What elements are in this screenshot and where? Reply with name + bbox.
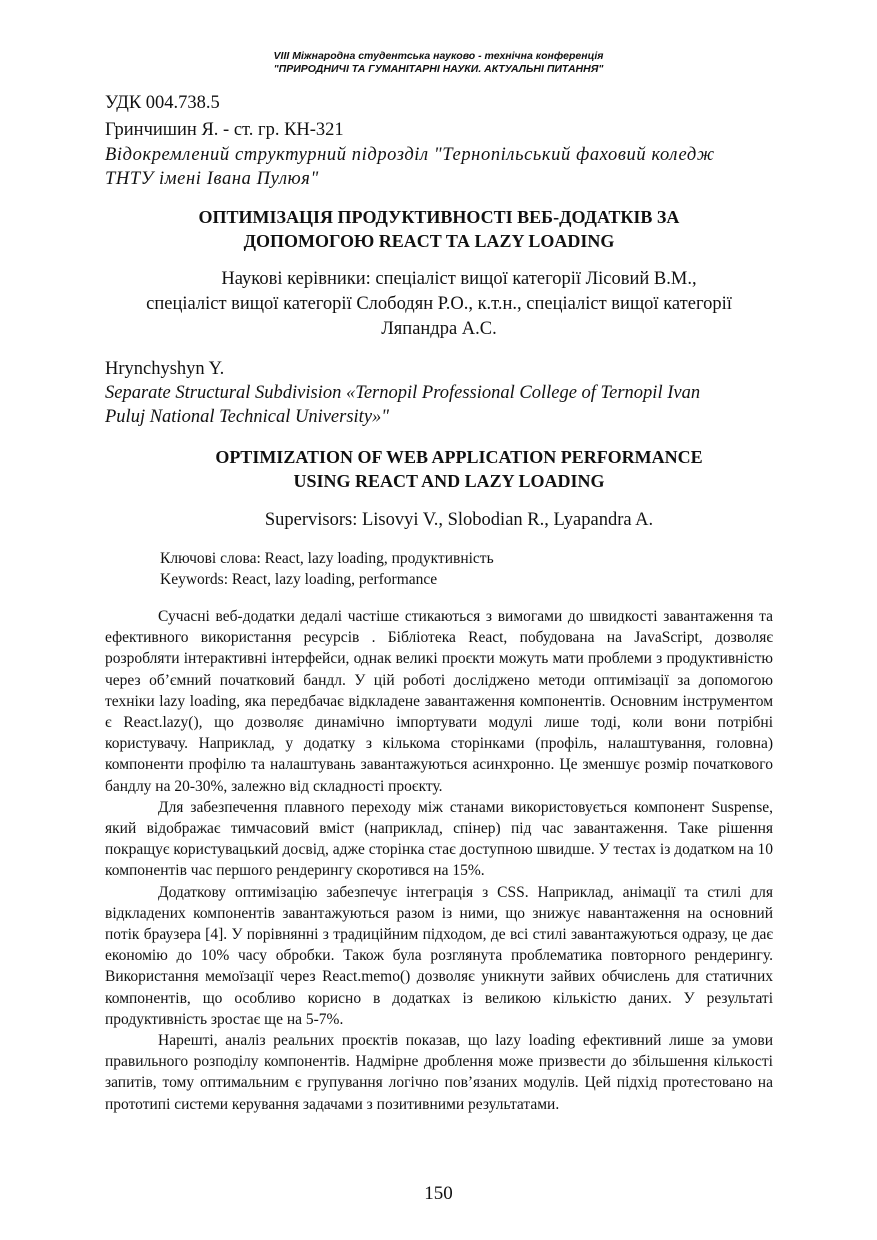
conference-header-line1: VIII Міжнародна студентська науково - технічна конференція [273, 50, 604, 62]
supervisors-ua-line2: спеціаліст вищої категорії Слободян Р.О., к.т.н., спеціаліст вищої категорії [146, 294, 732, 314]
paragraph-1: Сучасні веб-додатки дедалі частіше стикаються з вимогами до швидкості завантаження та ефективного використання ресурсів . Бібліотека React, побудована на JavaScript, дозволяє розробляти інтерактивні інтерфейси, однак великі проєкти можуть мати проблеми з продуктивністю через об’ємний початковий бандл. У цій роботі досліджено методи оптимізації за допомогою техніки lazy loading, яка передбачає відкладене завантаження компонентів. Основним інструментом є React.lazy(), що дозволяє динамічно імпортувати модулі лише тоді, коли вони потрібні користувачу. Наприклад, у додатку з кількома сторінками (профіль, налаштування, головна) компоненти профілю та налаштувань завантажуються асинхронно. Це зменшує розмір початкового бандлу на 20-30%, залежно від складності проєкту. [105, 608, 773, 795]
conference-header-line2: "ПРИРОДНИЧІ ТА ГУМАНІТАРНІ НАУКИ. АКТУАЛЬНІ ПИТАННЯ" [273, 63, 604, 75]
body-text [105, 606, 773, 1115]
page-number: 150 [424, 1183, 453, 1204]
title-ua-line2: ДОПОМОГОЮ REACT ТА LAZY LOADING [243, 231, 615, 251]
udc-code: УДК 004.738.5 [105, 93, 220, 113]
affiliation-en-line1: Separate Structural Subdivision «Ternopil Professional College of Ternopil Ivan [105, 383, 701, 403]
title-en-line1: OPTIMIZATION OF WEB APPLICATION PERFORMANCE [215, 447, 703, 467]
affiliation-en-line2: Puluj National Technical University»" [105, 407, 390, 427]
keywords-en: Keywords: React, lazy loading, performance [160, 571, 438, 588]
author-en: Hrynchyshyn Y. [105, 359, 225, 379]
paragraph-2: Для забезпечення плавного переходу між станами використовується компонент Suspense, який відображає тимчасовий вміст (наприклад, спінер) під час завантаження. Таке рішення покращує користувацький досвід, адже сторінка стає доступною швидше. У тестах із додатком на 10 компонентів час першого рендерингу скоротився на 15%. [105, 798, 773, 880]
affiliation-ua [105, 143, 773, 191]
paragraph-3: Додаткову оптимізацію забезпечує інтеграція з CSS. Наприклад, анімації та стилі для відкладених компонентів завантажуються разом із ними, що знижує навантаження на основний потік браузера [4]. У порівнянні з традиційним підходом, де всі стилі завантажуються одразу, це дає економію до 10% часу обробки. Також була розглянута проблематика повторного рендерингу. Використання мемоїзації через React.memo() дозволяє уникнути зайвих обчислень для статичних компонентів, що особливо корисно в додатках із великою кількістю даних. У результаті продуктивність зростає ще на 5-7%. [105, 883, 773, 1028]
title-en-line2: USING REACT AND LAZY LOADING [293, 471, 605, 491]
affiliation-ua-line1: Відокремлений структурний підрозділ "Тернопільський фаховий коледж [105, 145, 715, 165]
affiliation-ua-line2: ТНТУ імені Івана Пулюя" [105, 169, 319, 189]
supervisors-ua-line3: Ляпандра А.С. [381, 319, 497, 339]
supervisors-ua-line1: Наукові керівники: спеціаліст вищої категорії Лісовий В.М., [221, 269, 697, 289]
conference-header [0, 50, 877, 76]
paragraph-4: Нарешті, аналіз реальних проєктів показав, що lazy loading ефективний лише за умови правильного розподілу компонентів. Надмірне дроблення може призвести до збільшення кількості запитів, тому оптимальним є групування логічно пов’язаних модулів. Цей підхід протестовано на прототипі системи керування задачами з позитивними результатами. [105, 1032, 773, 1113]
author-ua: Гринчишин Я. - ст. гр. КН-321 [105, 120, 344, 140]
title-ua [105, 205, 773, 253]
keywords-ua: Ключові слова: React, lazy loading, продуктивність [160, 550, 494, 567]
supervisors-en: Supervisors: Lisovyi V., Slobodian R., Lyapandra A. [264, 510, 654, 530]
affiliation-en [105, 381, 773, 429]
title-ua-line1: ОПТИМІЗАЦІЯ ПРОДУКТИВНОСТІ ВЕБ-ДОДАТКІВ ЗА [198, 207, 680, 227]
title-en [125, 445, 793, 493]
supervisors-ua [105, 267, 773, 342]
